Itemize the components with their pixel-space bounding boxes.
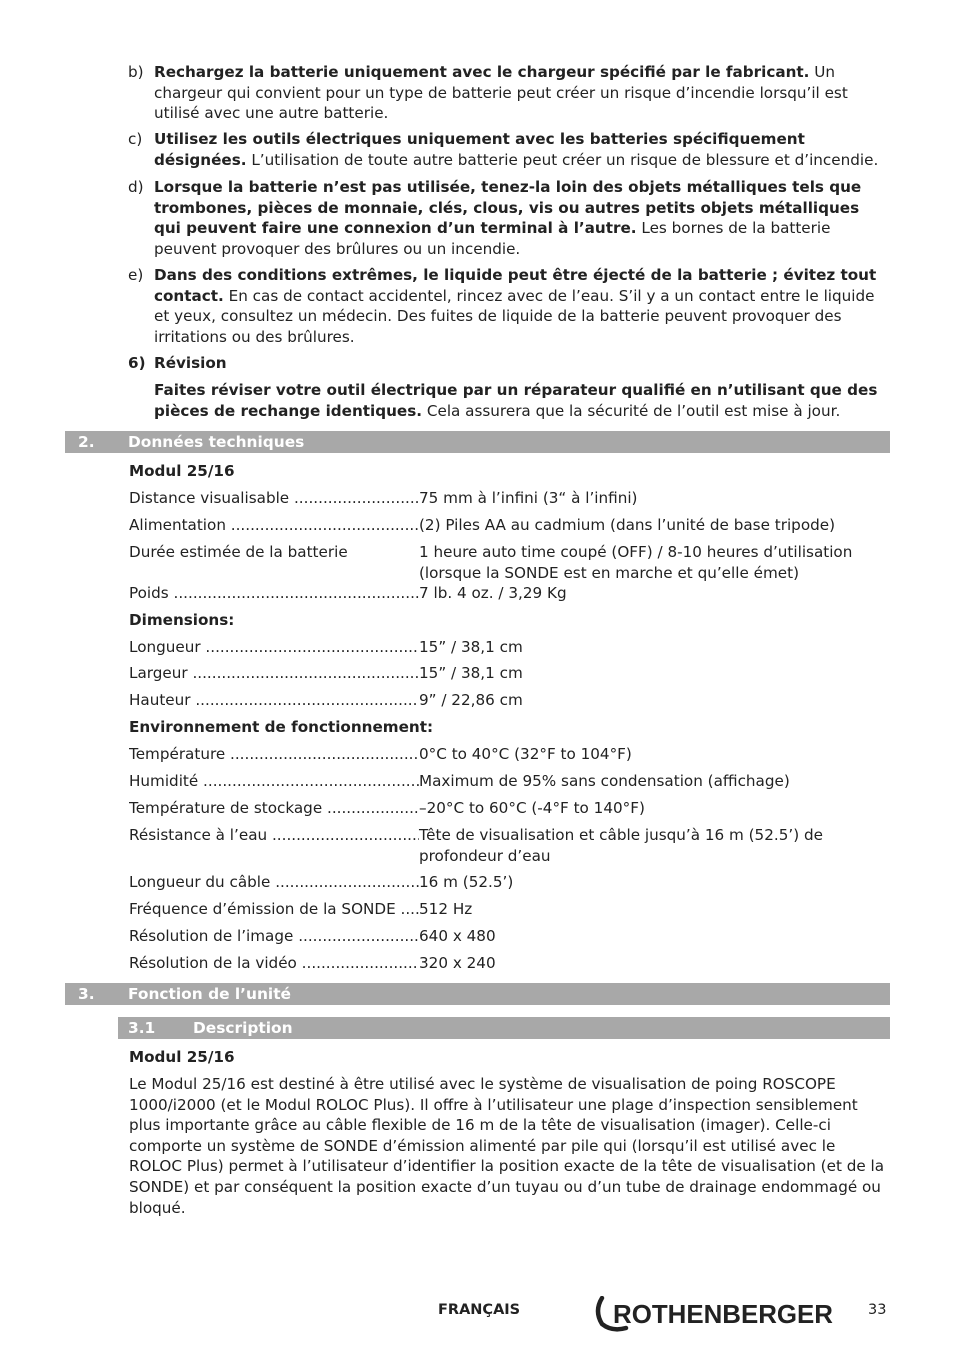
spec-key: Distance visualisable ..... (129, 488, 419, 509)
item-text: En cas de contact accidentel, rincez avec de l’eau. S’il y a un contact entre le liquide et yeux, consultez un médecin. Des fuites de liquide de la batterie peuvent provoquer des irritations ou des brûlures. (154, 286, 875, 346)
environment-heading: Environnement de fonctionnement: (129, 718, 434, 736)
spec-key: Résolution de la vidéo ..... (129, 953, 419, 974)
dimensions-heading: Dimensions: (129, 611, 235, 629)
spec-key: Hauteur ..... (129, 690, 419, 711)
item-text: Les bornes de la batterie peuvent provoquer des brûlures ou un incendie. (154, 219, 831, 258)
revision-body (128, 380, 880, 421)
spec-key: Température de stockage ..... (129, 798, 419, 819)
spec-value: 75 mm à l’infini (3“ à l’infini) (419, 489, 638, 507)
item-text: Un chargeur qui convient pour un type de batterie peut créer un risque d’incendie lorsqu’il est utilisé avec une autre batterie. (154, 63, 848, 123)
spec-row (129, 583, 890, 604)
spec-value: 15” / 38,1 cm (419, 638, 523, 656)
spec-row (129, 771, 890, 792)
spec-row (129, 690, 890, 711)
spec-value: 640 x 480 (419, 927, 496, 945)
spec-value: Tête de visualisation et câble jusqu’à 16 m (52.5’) de profondeur d’eau (419, 826, 823, 865)
section-title: Données techniques (128, 433, 305, 451)
spec-value: 9” / 22,86 cm (419, 691, 523, 709)
model-heading: Modul 25/16 (129, 1048, 235, 1066)
spec-value: 16 m (52.5’) (419, 873, 514, 891)
section-title: Fonction de l’unité (128, 985, 291, 1003)
footer-language: FRANÇAIS (438, 1302, 521, 1318)
spec-row (129, 488, 890, 509)
spec-key: Poids ..... (129, 583, 419, 604)
brand-name: ROTHENBERGER (613, 1299, 834, 1329)
subsection-3-1-header (118, 1017, 890, 1039)
spec-row (129, 663, 890, 684)
safety-item-e (128, 265, 880, 347)
spec-value: (2) Piles AA au cadmium (dans l’unité de base tripode) (419, 516, 836, 534)
spec-row (129, 926, 890, 947)
section-number: 2. (78, 433, 95, 451)
spec-row (129, 953, 890, 974)
spec-key: Durée estimée de la batterie (129, 543, 348, 561)
spec-row (129, 542, 890, 583)
revision-heading (128, 353, 880, 374)
spec-key: Largeur ..... (129, 663, 419, 684)
spec-key: Longueur ..... (129, 637, 419, 658)
spec-key: Humidité ..... (129, 771, 419, 792)
spec-key: Température ..... (129, 744, 419, 765)
item-label: b) (128, 63, 144, 81)
rothenberger-logo (594, 1296, 836, 1332)
spec-key: Alimentation ..... (129, 515, 419, 536)
spec-row (129, 899, 890, 920)
section-2-header (65, 431, 890, 453)
spec-value: Maximum de 95% sans condensation (affichage) (419, 772, 790, 790)
item-bold-text: Utilisez les outils électriques uniquement avec les batteries spécifiquement désignées. (154, 130, 805, 169)
spec-value: 0°C to 40°C (32°F to 104°F) (419, 745, 632, 763)
item-bold-text: Lorsque la batterie n’est pas utilisée, tenez-la loin des objets métalliques tels que trombones, pièces de monnaie, clés, clous, vis ou autres petits objets métalliques qui peuvent faire une connexion d’un terminal à l’autre. (154, 178, 862, 238)
spec-value: 15” / 38,1 cm (419, 664, 523, 682)
spec-key: Résolution de l’image ..... (129, 926, 419, 947)
item-label: d) (128, 178, 144, 196)
subsection-title: Description (193, 1019, 293, 1037)
page-number: 33 (868, 1302, 887, 1318)
spec-row (129, 515, 890, 536)
safety-item-b (128, 62, 880, 124)
item-label: c) (128, 130, 143, 148)
spec-row (129, 798, 890, 819)
revision-bold-text: Faites réviser votre outil électrique par un réparateur qualifié en n’utilisant que des pièces de rechange identiques. (154, 381, 878, 420)
spec-value: –20°C to 60°C (-4°F to 140°F) (419, 799, 645, 817)
revision-label: 6) (128, 354, 146, 372)
item-label: e) (128, 266, 144, 284)
revision-title: Révision (154, 354, 227, 372)
spec-row (129, 637, 890, 658)
safety-item-d (128, 177, 880, 259)
section-3-header (65, 983, 890, 1005)
description-paragraph: Le Modul 25/16 est destiné à être utilisé avec le système de visualisation de poing ROSCOPE 1000/i2000 (et le Modul ROLOC Plus). Il offre à l’utilisateur une plage d’inspection sensiblement plus importante grâce au câble flexible de 16 m de la tête de visualisation (imager). Celle-ci comporte un système de SONDE d’émission alimenté par pile qui (lorsqu’il est utilisé avec le ROLOC Plus) permet à l’utilisateur d’identifier la position exacte de la tête de visualisation (et de la SONDE) et par conséquent la position exacte d’un tuyau ou d’un tube de drainage endommagé ou bloqué. (129, 1075, 885, 1217)
model-heading: Modul 25/16 (129, 462, 235, 480)
spec-key: Résistance à l’eau ..... (129, 825, 419, 846)
spec-row (129, 744, 890, 765)
spec-key: Longueur du câble ..... (129, 872, 419, 893)
item-bold-text: Dans des conditions extrêmes, le liquide peut être éjecté de la batterie ; évitez tout contact. (154, 266, 877, 305)
section-number: 3. (78, 985, 95, 1003)
revision-text: Cela assurera que la sécurité de l’outil est mise à jour. (422, 401, 841, 420)
spec-value: 320 x 240 (419, 954, 496, 972)
item-bold-text: Rechargez la batterie uniquement avec le chargeur spécifié par le fabricant. (154, 63, 810, 81)
spec-row (129, 872, 890, 893)
spec-key: Fréquence d’émission de la SONDE ..... (129, 899, 419, 920)
subsection-number: 3.1 (128, 1019, 156, 1037)
safety-item-c (128, 129, 880, 170)
spec-row (129, 825, 890, 866)
spec-value: 7 lb. 4 oz. / 3,29 Kg (419, 584, 567, 602)
item-text: L’utilisation de toute autre batterie peut créer un risque de blessure et d’incendie. (246, 150, 879, 169)
spec-value: 512 Hz (419, 900, 473, 918)
spec-value: 1 heure auto time coupé (OFF) / 8-10 heures d’utilisation (lorsque la SONDE est en marche et qu’elle émet) (419, 543, 853, 582)
